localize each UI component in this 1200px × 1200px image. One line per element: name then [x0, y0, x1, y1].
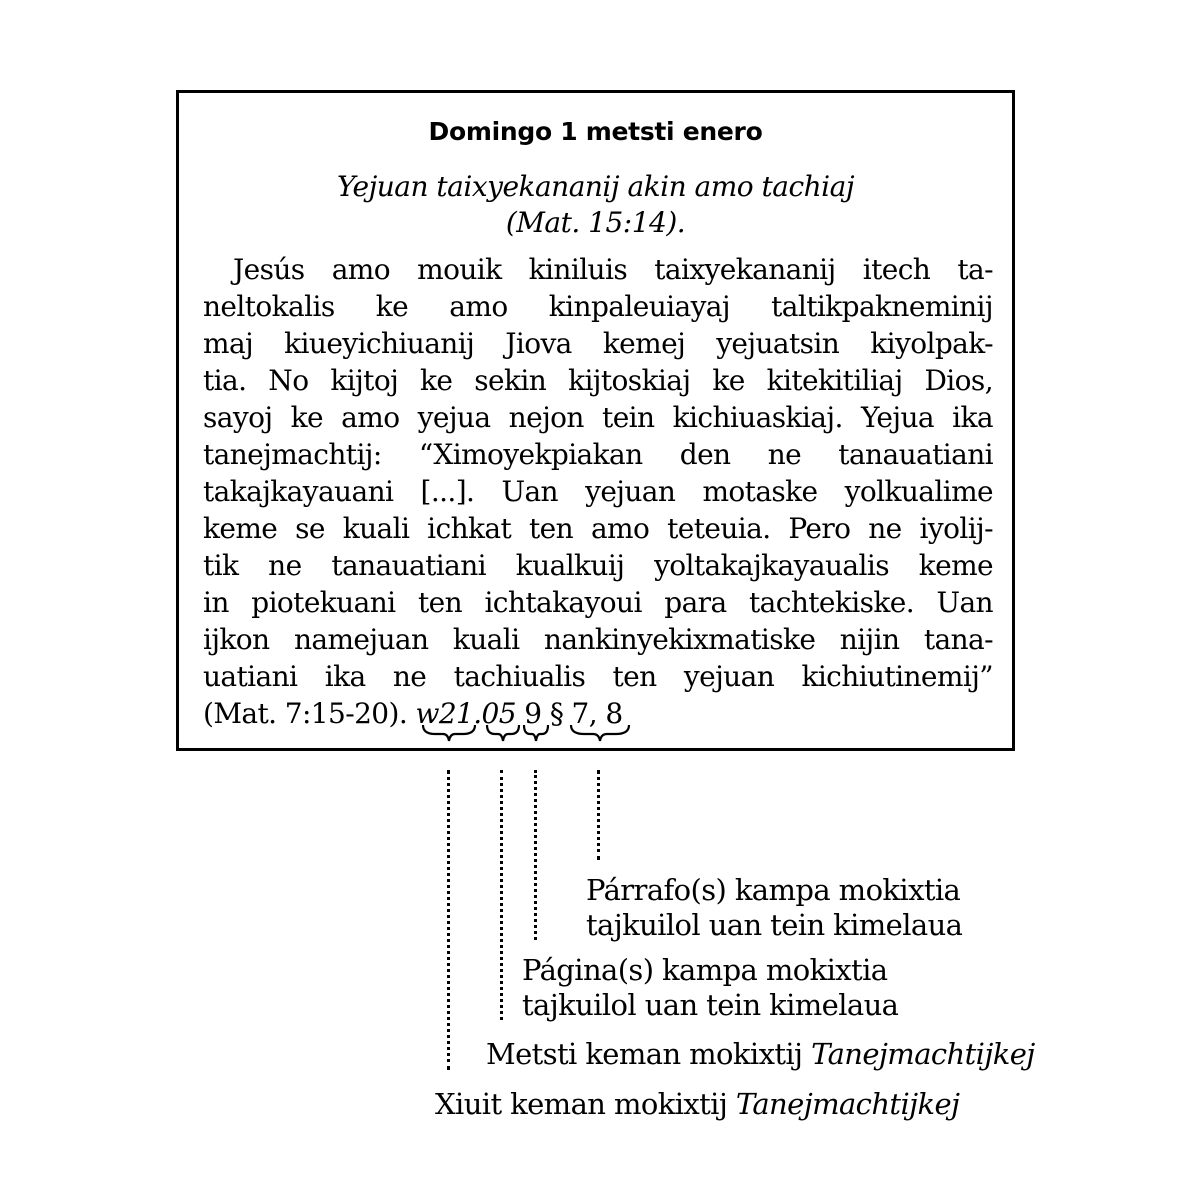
- paragraph-leader-line: [597, 770, 600, 860]
- body-line: tanejmachtij: “Ximoyekpiakan den ne tanauatiani: [203, 438, 993, 471]
- month-legend-publication: Tanejmachtijkej: [811, 1037, 1035, 1071]
- body-line: in piotekuani ten ichtakayoui para tachtekiske. Uan: [203, 586, 993, 619]
- page-legend: [522, 953, 898, 1023]
- month-leader-line: [500, 770, 503, 1020]
- brace-page-icon: [522, 722, 550, 744]
- paragraph-legend: [586, 873, 962, 943]
- paragraph-numbers: 7, 8: [571, 697, 623, 730]
- body-line: sayoj ke amo yejua nejon tein kichiuaskiaj. Yejua ika: [203, 401, 993, 434]
- brace-year-icon: [421, 722, 477, 744]
- verse-line-1: Yejuan taixyekananij akin amo tachiaj: [336, 170, 855, 203]
- body-line: Jesús amo mouik kiniluis taixyekananij itech ta-: [233, 253, 993, 286]
- year-legend: [435, 1087, 959, 1122]
- year-legend-text: Xiuit keman mokixtij: [435, 1087, 728, 1121]
- body-line: tia. No kijtoj ke sekin kijtoskiaj ke kitekitiliaj Dios,: [203, 364, 993, 397]
- paragraph-legend-line-1: Párrafo(s) kampa mokixtia: [586, 873, 961, 907]
- month-legend: [486, 1037, 1035, 1072]
- body-line: ijkon namejuan kuali nankinyekixmatiske nijin tana-: [203, 623, 993, 656]
- body-line: tik ne tanauatiani kualkuij yoltakajkayaualis keme: [203, 549, 993, 582]
- month-legend-text: Metsti keman mokixtij: [486, 1037, 803, 1071]
- daily-text-card: [176, 90, 1015, 751]
- year-leader-line: [447, 770, 450, 1070]
- scripture-citation: (Mat. 7:15-20).: [203, 697, 408, 730]
- brace-paragraph-icon: [569, 722, 631, 744]
- card-body-text: [203, 251, 993, 732]
- brace-month-icon: [485, 722, 521, 744]
- page-number: 9: [524, 697, 542, 730]
- body-line: takajkayauani [...]. Uan yejuan motaske yolkualime: [203, 475, 993, 508]
- body-line: maj kiueyichiuanij Jiova kemej yejuatsin kiyolpak-: [203, 327, 993, 360]
- page-legend-line-1: Página(s) kampa mokixtia: [522, 953, 888, 987]
- card-theme-verse: [199, 169, 992, 241]
- body-line: keme se kuali ichkat ten amo teteuia. Pero ne iyolij-: [203, 512, 993, 545]
- year-legend-publication: Tanejmachtijkej: [735, 1087, 960, 1121]
- verse-line-2: (Mat. 15:14).: [505, 206, 686, 239]
- body-line: uatiani ika ne tachiualis ten yejuan kichiutinemij”: [203, 660, 993, 693]
- paragraph-symbol: §: [549, 697, 564, 730]
- card-date-heading: Domingo 1 metsti enero: [428, 117, 763, 146]
- publication-code: w21.05: [415, 697, 516, 730]
- page-leader-line: [534, 770, 537, 940]
- body-line: neltokalis ke amo kinpaleuiayaj taltikpakneminij: [203, 290, 993, 323]
- paragraph-legend-line-2: tajkuilol uan tein kimelaua: [586, 908, 963, 942]
- page-legend-line-2: tajkuilol uan tein kimelaua: [522, 988, 899, 1022]
